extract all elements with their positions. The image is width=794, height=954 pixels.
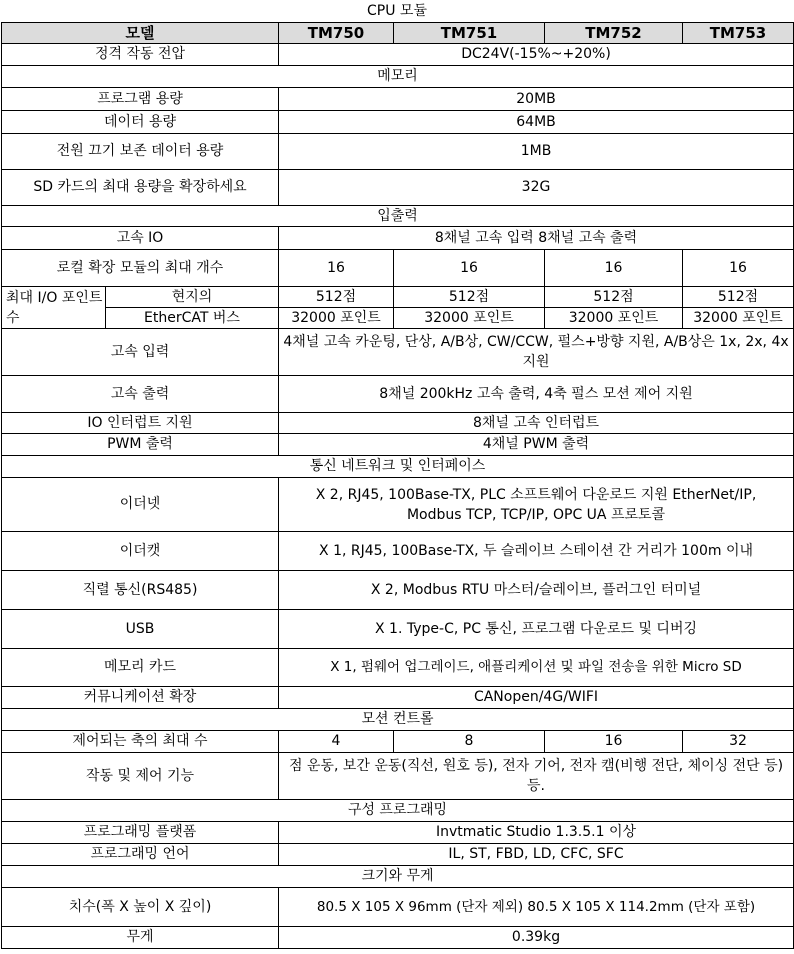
sd-capacity-row bbox=[2, 170, 794, 206]
hs-output-label: 고속 출력 bbox=[2, 376, 279, 413]
motion-function-label: 작동 및 제어 기능 bbox=[2, 753, 279, 800]
section-motion-title: 모션 컨트롤 bbox=[2, 709, 794, 731]
retain-capacity-row bbox=[2, 134, 794, 170]
local-io-tm750: 512점 bbox=[279, 287, 394, 308]
sd-capacity-value: 32G bbox=[279, 170, 794, 206]
platform-value: Invtmatic Studio 1.3.5.1 이상 bbox=[279, 822, 794, 844]
dimension-value: 80.5 X 105 X 96mm (단자 제외) 80.5 X 105 X 114.2mm (단자 포함) bbox=[279, 888, 794, 927]
axes-tm753: 32 bbox=[683, 731, 794, 753]
ethercat-io-row bbox=[2, 308, 794, 329]
memory-card-label: 메모리 카드 bbox=[2, 649, 279, 687]
axes-tm751: 8 bbox=[394, 731, 545, 753]
max-io-label: 최대 I/O 포인트 수 bbox=[2, 287, 106, 329]
sd-capacity-label: SD 카드의 최대 용량을 확장하세요 bbox=[2, 170, 279, 206]
motion-function-row bbox=[2, 753, 794, 800]
local-expansion-tm751: 16 bbox=[394, 250, 545, 287]
program-capacity-row bbox=[2, 88, 794, 111]
ethercat-row bbox=[2, 532, 794, 571]
header-tm752: TM752 bbox=[545, 23, 683, 44]
weight-label: 무게 bbox=[2, 927, 279, 949]
ethercat-io-tm751: 32000 포인트 bbox=[394, 308, 545, 329]
axes-label: 제어되는 축의 최대 수 bbox=[2, 731, 279, 753]
pwm-value: 4채널 PWM 출력 bbox=[279, 434, 794, 456]
local-io-label: 현지의 bbox=[106, 287, 279, 308]
program-capacity-value: 20MB bbox=[279, 88, 794, 111]
section-memory-title: 메모리 bbox=[2, 66, 794, 88]
ethercat-io-tm750: 32000 포인트 bbox=[279, 308, 394, 329]
ethernet-value: X 2, RJ45, 100Base-TX, PLC 소프트웨어 다운로드 지원 EtherNet/IP, Modbus TCP, TCP/IP, OPC UA 프로토콜 bbox=[279, 478, 794, 532]
header-tm753: TM753 bbox=[683, 23, 794, 44]
hs-input-row bbox=[2, 329, 794, 376]
ethercat-label: 이더캣 bbox=[2, 532, 279, 571]
header-tm750: TM750 bbox=[279, 23, 394, 44]
language-label: 프로그래밍 언어 bbox=[2, 844, 279, 866]
power-row bbox=[2, 44, 794, 66]
power-value: DC24V(-15%~+20%) bbox=[279, 44, 794, 66]
section-size-title: 크기와 무게 bbox=[2, 866, 794, 888]
ethercat-io-tm752: 32000 포인트 bbox=[545, 308, 683, 329]
comm-expansion-label: 커뮤니케이션 확장 bbox=[2, 687, 279, 709]
hs-input-value: 4채널 고속 카운팅, 단상, A/B상, CW/CCW, 펄스+방향 지원, A/B상은 1x, 2x, 4x 지원 bbox=[279, 329, 794, 376]
hs-output-row bbox=[2, 376, 794, 413]
pwm-label: PWM 출력 bbox=[2, 434, 279, 456]
local-io-tm753: 512점 bbox=[683, 287, 794, 308]
program-capacity-label: 프로그램 용량 bbox=[2, 88, 279, 111]
page-title: CPU 모듈 bbox=[367, 3, 427, 19]
section-programming-title: 구성 프로그래밍 bbox=[2, 800, 794, 822]
local-expansion-label: 로컬 확장 모듈의 최대 개수 bbox=[2, 250, 279, 287]
local-io-row bbox=[2, 287, 794, 308]
spec-table bbox=[1, 22, 794, 949]
data-capacity-row bbox=[2, 111, 794, 134]
axes-tm752: 16 bbox=[545, 731, 683, 753]
ethernet-label: 이더넷 bbox=[2, 478, 279, 532]
dimension-label: 치수(폭 X 높이 X 깊이) bbox=[2, 888, 279, 927]
power-label: 정격 작동 전압 bbox=[2, 44, 279, 66]
local-io-tm752: 512점 bbox=[545, 287, 683, 308]
weight-value: 0.39kg bbox=[279, 927, 794, 949]
motion-function-value: 점 운동, 보간 운동(직선, 원호 등), 전자 기어, 전자 캠(비행 전단, 체이싱 전단 등) 등. bbox=[279, 753, 794, 800]
header-model: 모델 bbox=[2, 23, 279, 44]
comm-expansion-value: CANopen/4G/WIFI bbox=[279, 687, 794, 709]
io-interrupt-value: 8채널 고속 인터럽트 bbox=[279, 413, 794, 434]
section-motion bbox=[2, 709, 794, 731]
data-capacity-label: 데이터 용량 bbox=[2, 111, 279, 134]
axes-tm750: 4 bbox=[279, 731, 394, 753]
io-interrupt-label: IO 인터럽트 지원 bbox=[2, 413, 279, 434]
serial-label: 직렬 통신(RS485) bbox=[2, 571, 279, 610]
local-io-tm751: 512점 bbox=[394, 287, 545, 308]
section-comm bbox=[2, 456, 794, 478]
retain-capacity-value: 1MB bbox=[279, 134, 794, 170]
hsio-label: 고속 IO bbox=[2, 227, 279, 250]
data-capacity-value: 64MB bbox=[279, 111, 794, 134]
language-value: IL, ST, FBD, LD, CFC, SFC bbox=[279, 844, 794, 866]
pwm-row bbox=[2, 434, 794, 456]
section-size bbox=[2, 866, 794, 888]
memory-card-row bbox=[2, 649, 794, 687]
language-row bbox=[2, 844, 794, 866]
section-memory bbox=[2, 66, 794, 88]
ethercat-io-label: EtherCAT 버스 bbox=[106, 308, 279, 329]
hs-output-value: 8채널 200kHz 고속 출력, 4축 펄스 모션 제어 지원 bbox=[279, 376, 794, 413]
dimension-row bbox=[2, 888, 794, 927]
section-programming bbox=[2, 800, 794, 822]
ethercat-io-tm753: 32000 포인트 bbox=[683, 308, 794, 329]
header-tm751: TM751 bbox=[394, 23, 545, 44]
retain-capacity-label: 전원 끄기 보존 데이터 용량 bbox=[2, 134, 279, 170]
header-row bbox=[2, 23, 794, 44]
ethernet-row bbox=[2, 478, 794, 532]
local-expansion-row bbox=[2, 250, 794, 287]
local-expansion-tm753: 16 bbox=[683, 250, 794, 287]
section-comm-title: 통신 네트워크 및 인터페이스 bbox=[2, 456, 794, 478]
usb-label: USB bbox=[2, 610, 279, 649]
ethercat-value: X 1, RJ45, 100Base-TX, 두 슬레이브 스테이션 간 거리가 100m 이내 bbox=[279, 532, 794, 571]
platform-row bbox=[2, 822, 794, 844]
section-io bbox=[2, 206, 794, 227]
serial-value: X 2, Modbus RTU 마스터/슬레이브, 플러그인 터미널 bbox=[279, 571, 794, 610]
section-io-title: 입출력 bbox=[2, 206, 794, 227]
usb-row bbox=[2, 610, 794, 649]
comm-expansion-row bbox=[2, 687, 794, 709]
hsio-row bbox=[2, 227, 794, 250]
serial-row bbox=[2, 571, 794, 610]
hsio-value: 8채널 고속 입력 8채널 고속 출력 bbox=[279, 227, 794, 250]
platform-label: 프로그래밍 플랫폼 bbox=[2, 822, 279, 844]
io-interrupt-row bbox=[2, 413, 794, 434]
hs-input-label: 고속 입력 bbox=[2, 329, 279, 376]
memory-card-value: X 1, 펌웨어 업그레이드, 애플리케이션 및 파일 전송을 위한 Micro SD bbox=[279, 649, 794, 687]
local-expansion-tm752: 16 bbox=[545, 250, 683, 287]
axes-row bbox=[2, 731, 794, 753]
local-expansion-tm750: 16 bbox=[279, 250, 394, 287]
usb-value: X 1. Type-C, PC 통신, 프로그램 다운로드 및 디버깅 bbox=[279, 610, 794, 649]
weight-row bbox=[2, 927, 794, 949]
